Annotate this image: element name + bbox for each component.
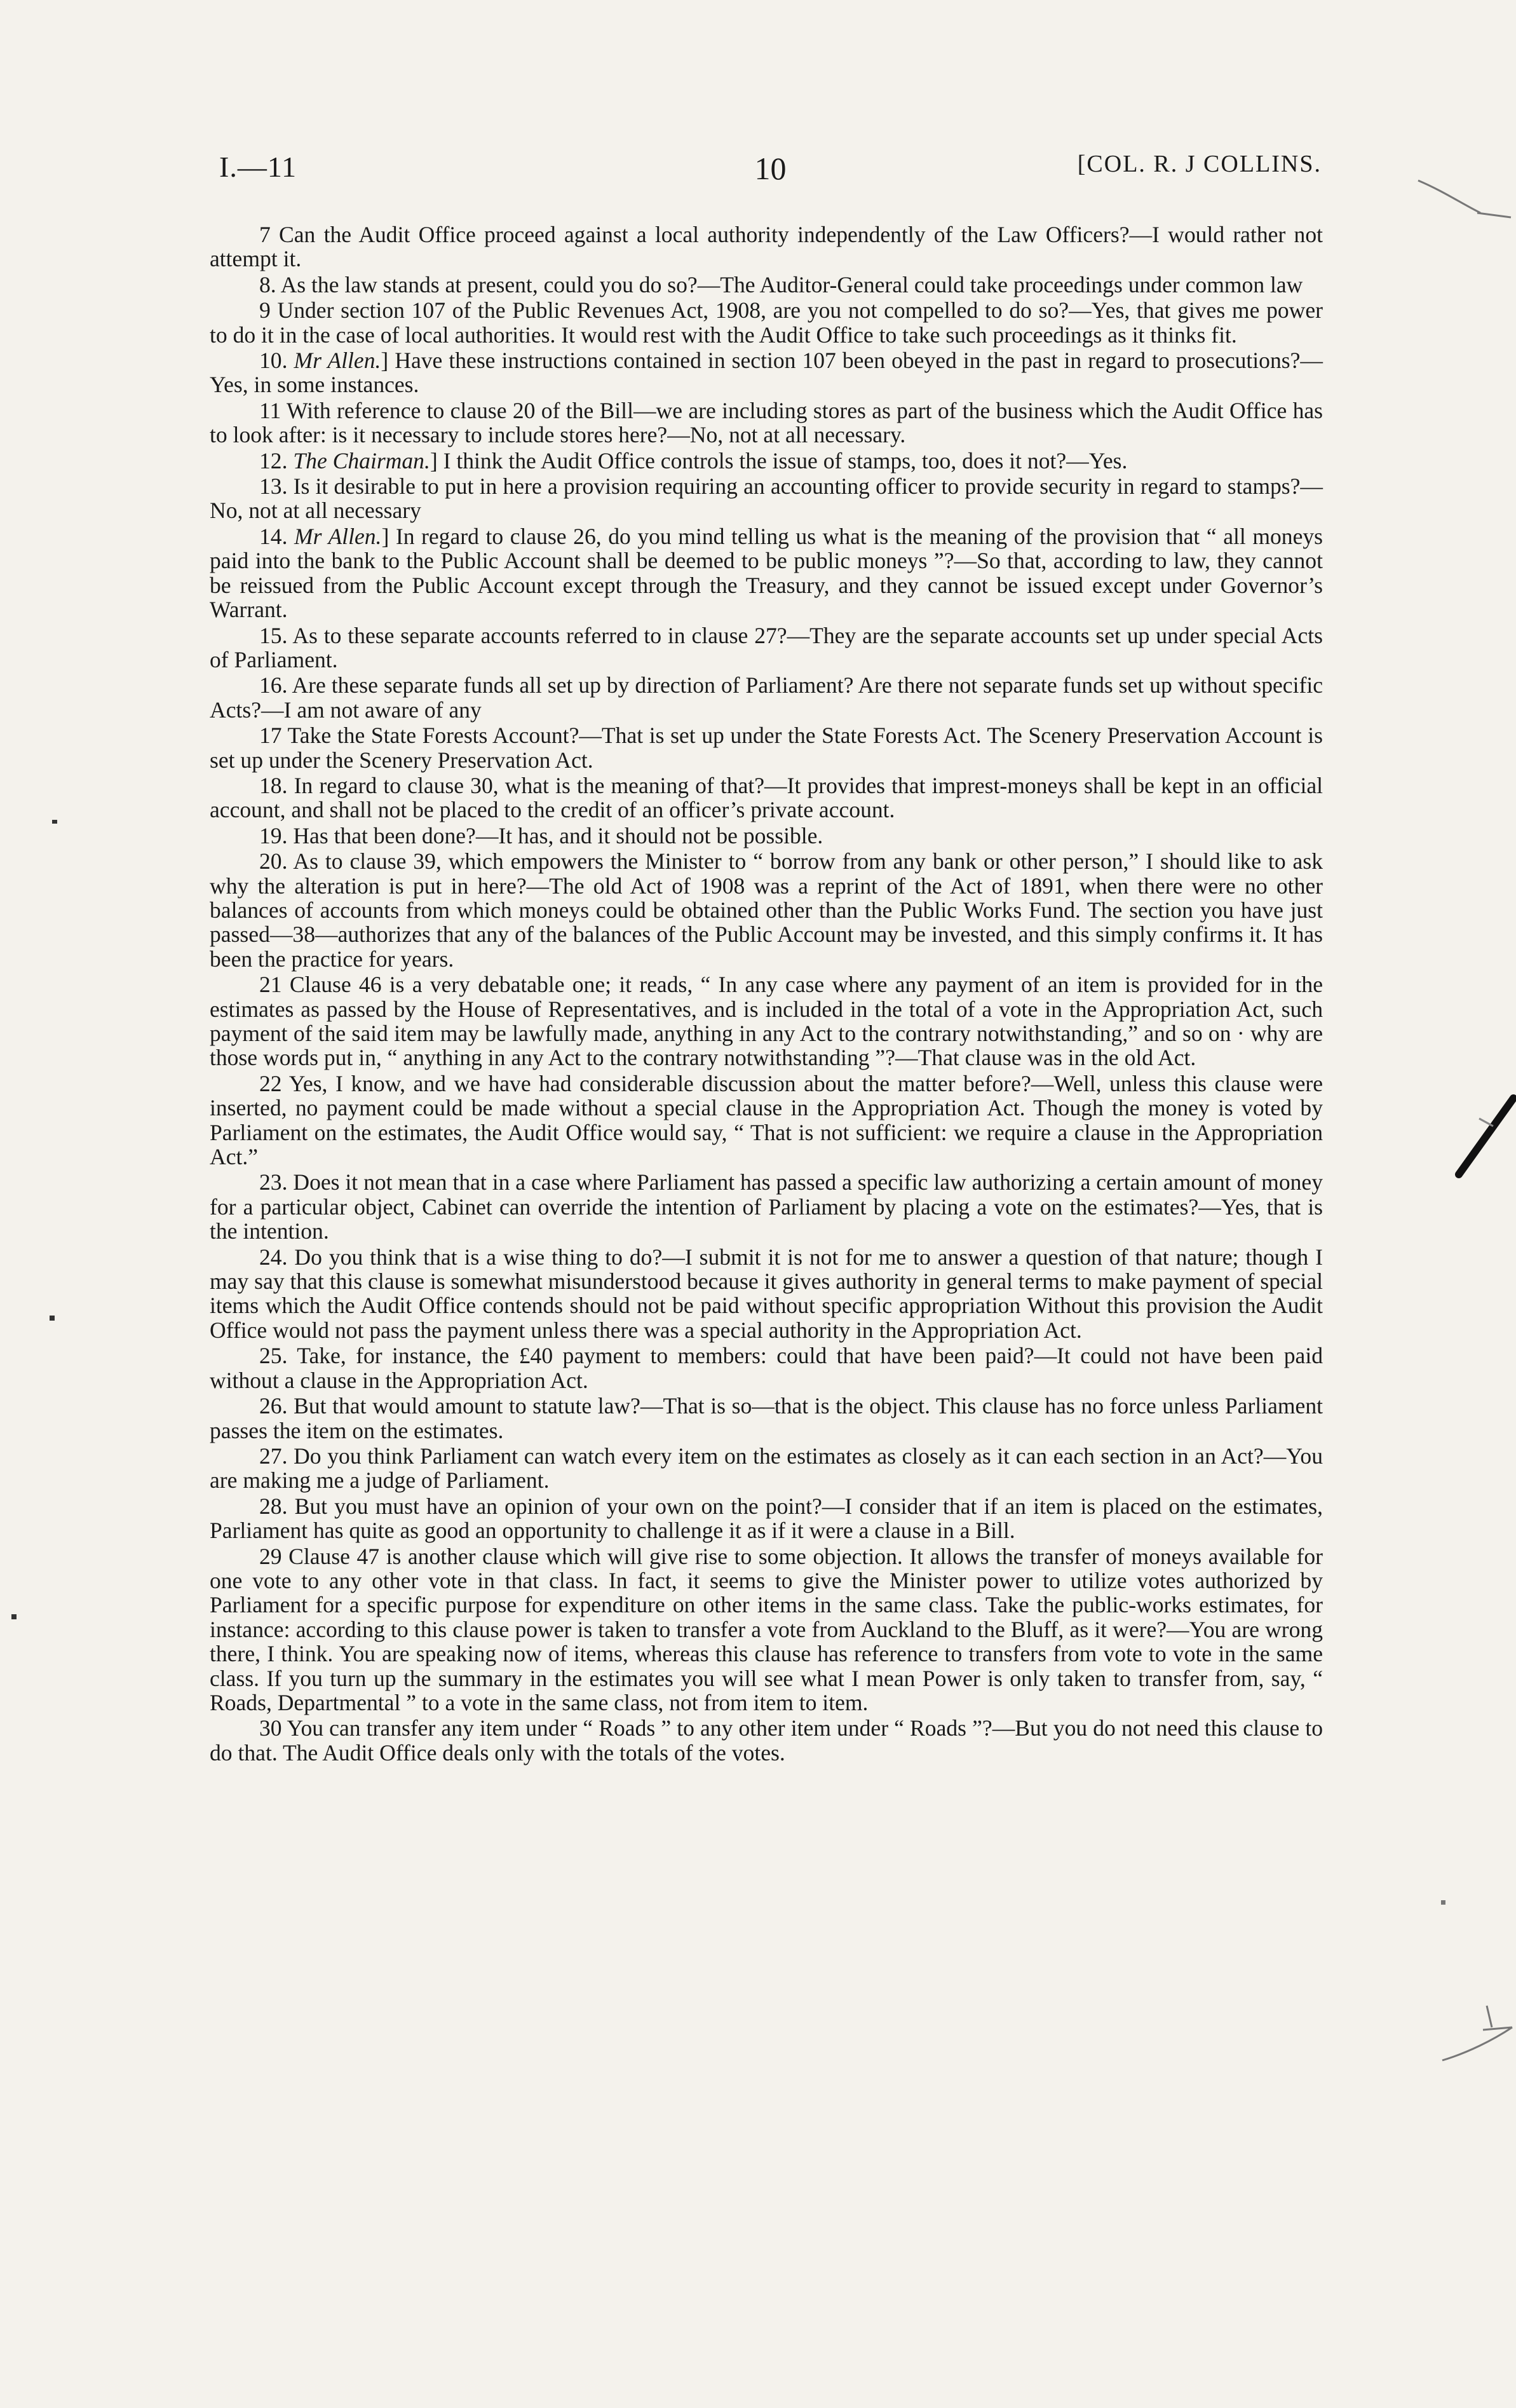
paragraph-text: ] In regard to clause 26, do you mind telling us what is the meaning of the provision that “ all moneys paid into the bank to the Public Account shall be deemed to be public moneys ”?—So that, according to law, they cannot be reissued from the Public Account except through the Treasury, and they cannot be issued except under Governor’s Warrant.	[210, 523, 1323, 623]
question-paragraph	[210, 298, 1323, 347]
paragraph-text: 26. But that would amount to statute law?—That is so—that is the object. This clause has no force unless Parliament passes the item on the estimates.	[210, 1393, 1323, 1443]
question-paragraph	[210, 1394, 1323, 1443]
question-paragraph	[210, 1716, 1323, 1765]
page-header	[219, 150, 1322, 194]
question-paragraph	[210, 623, 1323, 672]
paragraph-text: 30 You can transfer any item under “ Roads ” to any other item under “ Roads ”?—But you do not need this clause to do that. The Audit Office deals only with the totals of the votes.	[210, 1715, 1323, 1765]
question-paragraph	[210, 849, 1323, 971]
report-reference: I.—11	[219, 151, 297, 183]
paragraph-text: 25. Take, for instance, the £40 payment to members: could that have been paid?—It could not have been paid without a clause in the Appropriation Act.	[210, 1343, 1323, 1393]
paragraph-text: 19. Has that been done?—It has, and it should not be possible.	[259, 822, 823, 848]
margin-scratch-top-right	[1417, 178, 1512, 229]
margin-speck-1	[52, 820, 57, 824]
question-paragraph	[210, 1245, 1323, 1343]
paragraph-text: 9 Under section 107 of the Public Revenues Act, 1908, are you not compelled to do so?—Yes, that gives me power to do it in the case of local authorities. It would rest with the Audit Office to take such proceedings as it thinks fit.	[210, 297, 1323, 348]
paragraph-text: 22 Yes, I know, and we have had considerable discussion about the matter before?—Well, unless this clause were inserted, no payment could be made without a special clause in the Appropriation Act. Though the money is voted by Parliament on the estimates, the Audit Office would say, “ That is not sufficient: we require a clause in the Appropriation Act.”	[210, 1070, 1323, 1170]
paragraph-text: 20. As to clause 39, which empowers the Minister to “ borrow from any bank or other person,” I should like to ask why the alteration is put in here?—The old Act of 1908 was a reprint of the Act of 1891, when there were no other balances of accounts from which moneys could be obtained other than the Public Works Fund. The section you have just passed—38—authorizes that any of the balances of the Public Account may be invested, and this simply confirms it. It has been the practice for years.	[210, 848, 1323, 972]
question-paragraph	[210, 1071, 1323, 1169]
minutes-of-evidence	[210, 222, 1323, 1766]
margin-speck-2	[50, 1316, 55, 1321]
margin-scratch-bottom-right	[1417, 2002, 1516, 2072]
paragraph-text: 21 Clause 46 is a very debatable one; it reads, “ In any case where any payment of an item is provided for in the estimates as passed by the House of Representatives, and is included in the total of a vote in the Appropriation Act, such payment of the said item may be lawfully made, anything in any Act to the contrary notwithstanding,” and so on · why are those words put in, “ anything in any Act to the contrary notwithstanding ”?—That clause was in the old Act.	[210, 972, 1323, 1071]
question-paragraph	[210, 1494, 1323, 1543]
question-paragraph	[210, 222, 1323, 271]
question-paragraph	[210, 773, 1323, 822]
question-paragraph	[210, 1170, 1323, 1243]
paragraph-text: 15. As to these separate accounts referred to in clause 27?—They are the separate accounts set up under special Acts of Parliament.	[210, 622, 1323, 672]
paragraph-text: ] I think the Audit Office controls the issue of stamps, too, does it not?—Yes.	[430, 447, 1128, 473]
margin-slash-mark	[1455, 1093, 1516, 1182]
question-paragraph	[210, 273, 1323, 297]
witness-name: [COL. R. J COLLINS.	[1077, 151, 1322, 177]
paragraph-text: 11 With reference to clause 20 of the Bill—we are including stores as part of the business which the Audit Office has to look after: is it necessary to include stores here?—No, not at all necessary.	[210, 397, 1323, 448]
paragraph-text: 28. But you must have an opinion of your own on the point?—I consider that if an item is placed on the estimates, Parliament has quite as good an opportunity to challenge it as if it were a clause in a Bill.	[210, 1493, 1323, 1544]
paragraph-text: 8. As the law stands at present, could you do so?—The Auditor-General could take proceedings under common law	[259, 271, 1303, 297]
question-paragraph	[210, 673, 1323, 722]
question-paragraph	[210, 824, 1323, 848]
question-number: 12.	[259, 447, 294, 473]
margin-speck-4	[1441, 1900, 1445, 1905]
speaker-name: Mr Allen.	[294, 523, 382, 549]
paragraph-text: 17 Take the State Forests Account?—That is set up under the State Forests Act. The Scenery Preservation Account is set up under the Scenery Preservation Act.	[210, 723, 1323, 773]
question-paragraph	[210, 398, 1323, 447]
page-number: 10	[754, 151, 787, 186]
question-paragraph	[210, 972, 1323, 1070]
question-paragraph	[210, 474, 1323, 523]
question-paragraph	[210, 348, 1323, 397]
paragraph-text: 7 Can the Audit Office proceed against a local authority independently of the Law Officers?—I would rather not attempt it.	[210, 222, 1323, 272]
question-paragraph	[210, 723, 1323, 772]
question-paragraph	[210, 449, 1323, 473]
speaker-name: Mr Allen.	[294, 348, 381, 374]
paragraph-text: 23. Does it not mean that in a case where Parliament has passed a specific law authorizing a certain amount of money for a particular object, Cabinet can override the intention of Parliament by placing a vote on the estimates?—Yes, that is the intention.	[210, 1169, 1323, 1244]
paragraph-text: 18. In regard to clause 30, what is the meaning of that?—It provides that imprest-moneys shall be kept in an official account, and shall not be placed to the credit of an officer’s private account.	[210, 772, 1323, 823]
paragraph-text: 16. Are these separate funds all set up by direction of Parliament? Are there not separate funds set up without specific Acts?—I am not aware of any	[210, 672, 1323, 723]
question-paragraph	[210, 1444, 1323, 1493]
paragraph-text: ] Have these instructions contained in section 107 been obeyed in the past in regard to prosecutions?—Yes, in some instances.	[210, 348, 1323, 398]
question-number: 14.	[259, 523, 295, 549]
question-number: 10.	[259, 348, 294, 374]
question-paragraph	[210, 1544, 1323, 1715]
paragraph-text: 29 Clause 47 is another clause which will give rise to some objection. It allows the transfer of moneys available for one vote to any other vote in that class. In fact, it seems to give the Minister power to utilize votes authorized by Parliament for a specific purpose for expenditure on other items in the same class. Take the public-works estimates, for instance: according to this clause power is taken to transfer a vote from Auckland to the Bluff, as it were?—You are wrong there, I think. You are speaking now of items, whereas this clause has reference to transfers from vote to vote in the same class. If you turn up the summary in the estimates you will see what I mean Power is only taken to transfer from, say, “ Roads, Departmental ” to a vote in the same class, not from item to item.	[210, 1543, 1323, 1715]
paragraph-text: 13. Is it desirable to put in here a provision requiring an accounting officer to provide security in regard to stamps?—No, not at all necessary	[210, 473, 1323, 524]
question-paragraph	[210, 1343, 1323, 1392]
margin-speck-3	[11, 1614, 17, 1619]
speaker-name: The Chairman.	[293, 447, 430, 473]
paragraph-text: 24. Do you think that is a wise thing to do?—I submit it is not for me to answer a question of that nature; though I may say that this clause is somewhat misunderstood because it gives authority in general terms to make payment of special items which the Audit Office contends should not be paid without specific appropriation Without this provision the Audit Office would not pass the payment unless there was a special authority in the Appropriation Act.	[210, 1244, 1323, 1343]
paragraph-text: 27. Do you think Parliament can watch every item on the estimates as closely as it can each section in an Act?—You are making me a judge of Parliament.	[210, 1443, 1323, 1493]
question-paragraph	[210, 524, 1323, 622]
